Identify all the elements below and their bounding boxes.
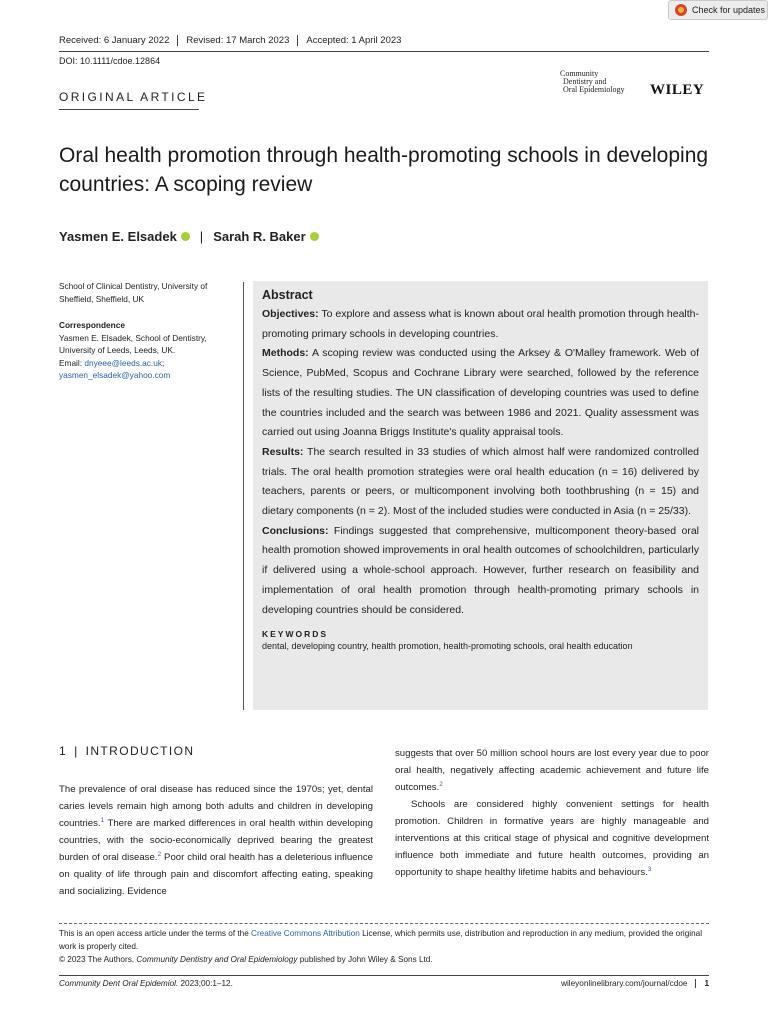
intro-paragraph-continued (395, 745, 709, 796)
license-text-part: License, which permits use, distribution and reproduction in any medium, provided the original work is properly cited. (59, 929, 703, 951)
intro-paragraph (59, 781, 373, 900)
email-link[interactable]: yasmen_elsadek@yahoo.com (59, 370, 171, 380)
email-line (59, 357, 234, 382)
abstract-box (253, 281, 708, 710)
page-footer-right (561, 979, 709, 988)
abstract-conclusions (262, 522, 699, 621)
copyright-part: © 2023 The Authors. (59, 955, 137, 964)
abstract-heading: Abstract (262, 288, 313, 302)
methods-text: A scoping review was conducted using the Arksey & O'Malley framework. Web of Science, PubMed, Scopus and Cochrane Library were searched, followed by the reference lists of the resulting studies. The UN classification of developing countries was used to define the countries included and the search was between 1986 and 2021. Quality assessment was carried out using Joanna Briggs Institute's quality appraisal tools. (262, 347, 700, 439)
author-separator: | (199, 229, 204, 244)
results-label: Results: (262, 445, 304, 458)
journal-name (560, 70, 625, 94)
citation-detail: 2023;00:1–12. (178, 979, 233, 988)
license-footnote (59, 927, 709, 966)
journal-name-line-3: Oral Epidemiology (563, 85, 625, 94)
accepted-date: Accepted: 1 April 2023 (306, 35, 402, 46)
body-column-left (59, 781, 373, 900)
author-list (59, 229, 319, 244)
journal-name-line-2: Dentistry and (563, 77, 607, 86)
copyright-text (59, 953, 709, 966)
license-link[interactable]: Creative Commons Attribution (251, 929, 360, 938)
conclusions-text: Findings suggested that comprehensive, multicomponent theory-based oral health promotion showed improvements in oral health outcomes of schoolchildren, particularly if delivered using a whole-school approach. However, further research on feasibility and implementation of oral health promotion through health-promoting primary schools in developing countries should be considered. (262, 524, 699, 616)
email-link[interactable]: dnyeee@leeds.ac.uk (84, 357, 162, 368)
section-separator: | (74, 744, 79, 758)
affiliation-block (59, 280, 234, 382)
copyright-part: published by John Wiley & Sons Ltd. (297, 955, 433, 964)
orcid-icon[interactable] (310, 232, 319, 241)
received-date: Received: 6 January 2022 (59, 35, 178, 46)
author-name[interactable]: Sarah R. Baker (213, 229, 306, 244)
email-separator: ; (161, 357, 165, 368)
abstract-results (262, 443, 699, 522)
paragraph-text: Schools are considered highly convenient settings for health promotion. Children in formative years are highly manageable and interventions at this critical stage of physical and cognitive development influence both immediate and future health outcomes, providing an opportunity to shape healthy lifetime habits and behaviours. (395, 799, 709, 878)
methods-label: Methods: (262, 347, 309, 360)
reference-link[interactable]: 3 (647, 866, 652, 873)
section-title: INTRODUCTION (85, 744, 195, 758)
institution: School of Clinical Dentistry, University of Sheffield, Sheffield, UK (59, 281, 208, 304)
reference-link[interactable]: 2 (157, 851, 162, 858)
license-text-part: This is an open access article under the terms of the (59, 929, 252, 938)
header-divider (59, 51, 709, 52)
keywords-text: dental, developing country, health promotion, health-promoting schools, oral health education (262, 641, 633, 652)
journal-name-line-1: Community (560, 69, 599, 78)
page-number: 1 (695, 979, 709, 988)
journal-url[interactable]: wileyonlinelibrary.com/journal/cdoe (561, 979, 688, 988)
check-for-updates-button[interactable] (668, 0, 768, 20)
revised-date: Revised: 17 March 2023 (186, 35, 298, 46)
footnote-divider (59, 923, 709, 924)
conclusions-label: Conclusions: (262, 524, 329, 537)
article-dates (59, 35, 709, 46)
paragraph-text: The prevalence of oral disease has reduced since the 1970s; yet, dental caries levels remain high among both adults and children in developing countries. (59, 784, 373, 829)
publisher-logo: WILEY (650, 82, 705, 98)
keywords-label: KEYWORDS (262, 629, 329, 640)
page-footer-divider (59, 975, 709, 976)
correspondence-label: Correspondence (59, 320, 125, 330)
abstract-objectives (262, 305, 699, 344)
author-name[interactable]: Yasmen E. Elsadek (59, 229, 177, 244)
article-type: ORIGINAL ARTICLE (59, 90, 208, 104)
copyright-journal: Community Dentistry and Oral Epidemiology (136, 955, 298, 964)
doi[interactable]: DOI: 10.1111/cdoe.12864 (59, 56, 161, 66)
correspondence-text: Yasmen E. Elsadek, School of Dentistry, University of Leeds, Leeds, UK. (59, 332, 207, 355)
citation (59, 979, 233, 988)
reference-link[interactable]: 1 (100, 817, 105, 824)
paragraph-text: Poor child oral health has a deleterious influence on quality of life through pain and discomfort affecting eating, speaking and socializing. Evidence (59, 852, 373, 897)
column-divider (243, 282, 244, 710)
section-number: 1 (59, 744, 68, 758)
paragraph-text: There are marked differences in oral health within developing countries, with the socio-economically deprived bearing the greatest burden of oral disease. (59, 818, 373, 863)
reference-link[interactable]: 2 (439, 781, 443, 788)
journal-logo (560, 70, 710, 100)
abstract-methods (262, 344, 699, 443)
body-column-right (395, 745, 709, 881)
results-text: The search resulted in 33 studies of which almost half were randomized controlled trials. The oral health promotion strategies were oral health education (n = 16) delivered by teachers, parents or peers, or multicomponent involving both toothbrushing (n = 15) and dietary components (n = 2). Most of the included studies were conducted in Asia (n = 25/33). (262, 445, 699, 518)
email-label: Email: (59, 357, 85, 368)
article-title: Oral health promotion through health-promoting schools in developing countries: A scoping review (59, 144, 709, 196)
license-text (59, 927, 709, 953)
check-for-updates-label: Check for updates (692, 5, 766, 15)
section-heading (59, 744, 194, 758)
paragraph-text: suggests that over 50 million school hours are lost every year due to poor oral health, negatively affecting academic achievement and future life outcomes. (395, 748, 709, 793)
intro-paragraph (395, 796, 709, 881)
article-type-underline (59, 109, 199, 110)
objectives-text: To explore and assess what is known about oral health promotion through health-promoting primary schools in developing countries. (262, 308, 699, 340)
crossmark-icon (675, 4, 687, 16)
objectives-label: Objectives: (262, 308, 319, 320)
orcid-icon[interactable] (181, 232, 190, 241)
citation-journal: Community Dent Oral Epidemiol. (59, 979, 179, 988)
